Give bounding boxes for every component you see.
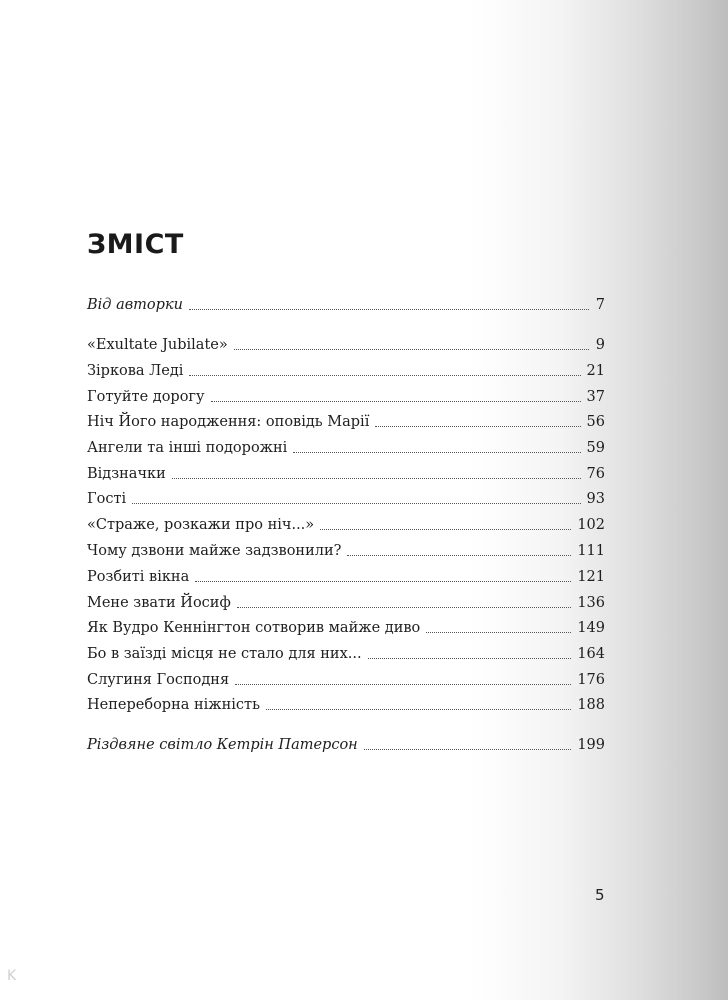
toc-entry [87,669,605,691]
toc-entry [87,437,605,459]
toc-entry [87,734,605,756]
dot-leader [266,708,571,710]
toc-entry-title: Зіркова Леді [87,363,184,379]
toc-entry-page: 76 [586,466,605,482]
toc-entry-title: Ангели та інші подорожні [87,440,288,456]
dot-leader [320,528,571,530]
dot-leader [234,348,589,350]
toc-entry-page: 176 [577,672,605,688]
toc-entry-page: 102 [577,517,605,533]
toc-entry [87,334,605,356]
toc-entry-title: «Страже, розкажи про ніч...» [87,517,315,533]
toc-entry-title: Готуйте дорогу [87,389,205,405]
toc-entry-title: Слугиня Господня [87,672,230,688]
dot-leader [293,451,580,453]
toc-entry [87,360,605,382]
toc-entry [87,694,605,716]
dot-leader [189,308,589,310]
dot-leader [189,374,580,376]
toc-entry-title: Бо в заїзді місця не стало для них... [87,646,362,662]
page-number: 5 [595,886,605,904]
toc-entry-title: Розбиті вікна [87,569,190,585]
toc-entry-title: Непереборна ніжність [87,697,260,713]
toc-entry-page: 111 [577,543,605,559]
watermark-logo: K [7,968,17,984]
toc-entry-page: 121 [577,569,605,585]
toc-entry [87,592,605,614]
toc-entry-page: 7 [595,297,605,313]
toc-entry [87,566,605,588]
toc-entry [87,540,605,562]
toc-entry-page: 199 [577,737,605,753]
toc-entry-title: Різдвяне світло Кетрін Патерсон [87,737,358,753]
toc-entry-page: 188 [577,697,605,713]
page-title: ЗМІСТ [87,229,184,260]
dot-leader [211,400,581,402]
toc-entry-title: «Exultate Jubilate» [87,337,228,353]
toc-entry [87,617,605,639]
dot-leader [368,657,572,659]
toc-entry-page: 136 [577,595,605,611]
toc-entry-page: 21 [586,363,605,379]
toc-entry-page: 149 [577,620,605,636]
dot-leader [364,748,572,750]
dot-leader [347,554,571,556]
toc-entry [87,386,605,408]
dot-leader [172,477,581,479]
toc-entry-page: 37 [586,389,605,405]
toc-entry-title: Як Вудро Кеннінгтон сотворив майже диво [87,620,421,636]
dot-leader [195,580,571,582]
toc-entry-title: Гості [87,491,127,507]
toc-entry [87,463,605,485]
toc-entry-page: 164 [577,646,605,662]
toc-entry-title: Від авторки [87,297,183,313]
dot-leader [235,683,571,685]
toc-entry [87,488,605,510]
toc-entry-title: Відзначки [87,466,166,482]
toc-entry-page: 59 [586,440,605,456]
toc-entry-title: Мене звати Йосиф [87,595,231,611]
toc-entry-title: Чому дзвони майже задзвонили? [87,543,342,559]
toc-entry-page: 9 [595,337,605,353]
dot-leader [132,502,580,504]
toc-entry [87,294,605,316]
toc-entry-title: Ніч Його народження: оповідь Марії [87,414,370,430]
toc-entry [87,411,605,433]
toc-entry-page: 56 [586,414,605,430]
toc-entry [87,514,605,536]
dot-leader [426,631,571,633]
toc-entry [87,643,605,665]
dot-leader [375,425,580,427]
toc-entry-page: 93 [586,491,605,507]
dot-leader [237,606,572,608]
